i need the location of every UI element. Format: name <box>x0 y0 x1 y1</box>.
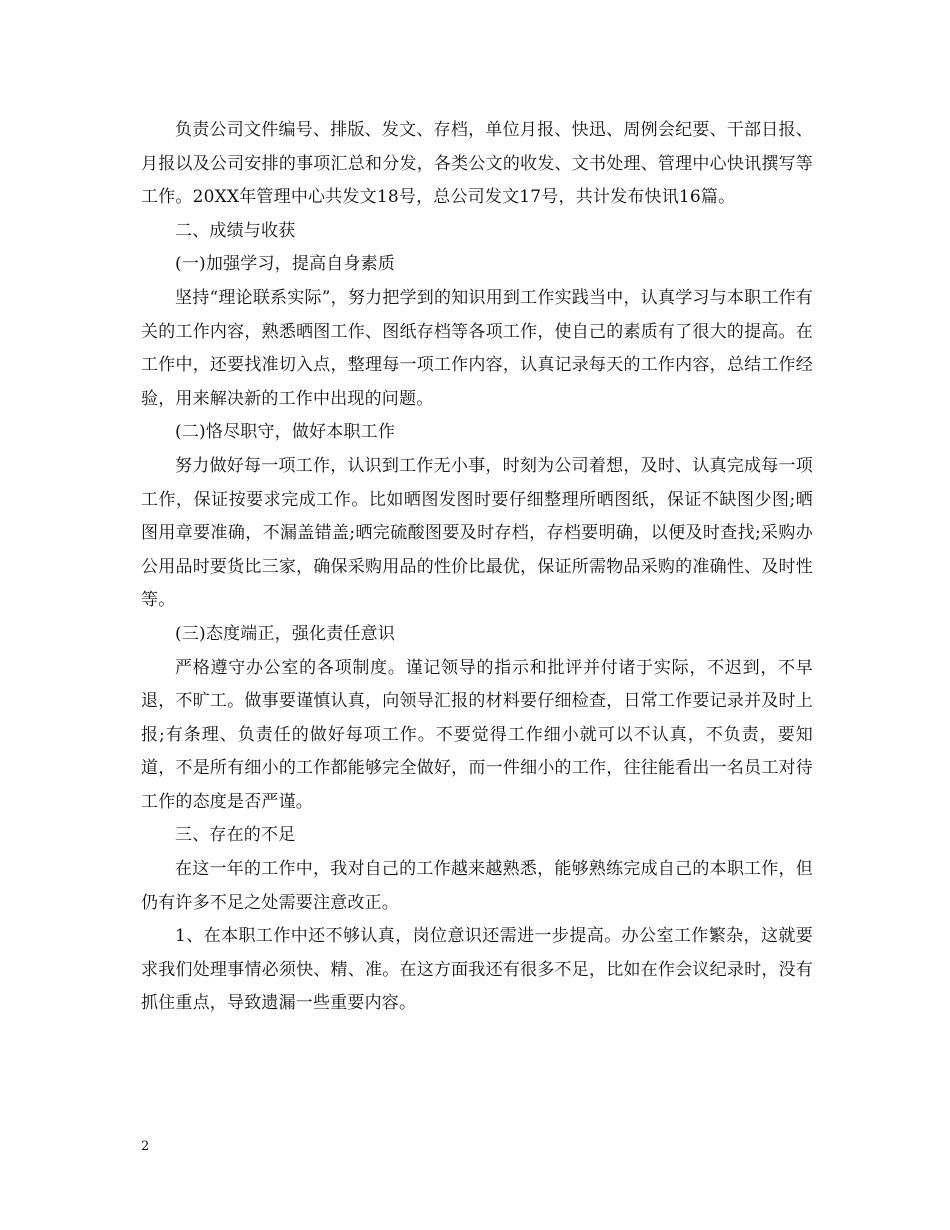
subheading-attitude: (三)态度端正，强化责任意识 <box>175 623 396 644</box>
section-heading-shortcomings: 三、存在的不足 <box>175 825 296 846</box>
subheading-study: (一)加强学习，提高自身素质 <box>175 254 396 275</box>
paragraph-duties: 负责公司文件编号、排版、发文、存档，单位月报、快迅、周例会纪要、干部日报、月报以及公司安排的事项汇总和分发，各类公文的收发、文书处理、管理中心快讯撰写等工作。20XX年管理中心共发文18号，总公司发文17号，共计发布快讯16篇。 <box>141 120 813 208</box>
section-heading-achievements: 二、成绩与收获 <box>175 220 296 241</box>
page-number: 2 <box>141 1139 150 1154</box>
paragraph-shortcomings-intro: 在这一年的工作中，我对自己的工作越来越熟悉，能够熟练完成自己的本职工作，但仍有许多不足之处需要注意改正。 <box>141 859 813 913</box>
document-body <box>141 114 813 1021</box>
paragraph-duty: 努力做好每一项工作，认识到工作无小事，时刻为公司着想，及时、认真完成每一项工作，保证按要求完成工作。比如晒图发图时要仔细整理所晒图纸，保证不缺图少图;晒图用章要准确，不漏盖错盖;晒完硫酸图要及时存档，存档要明确，以便及时查找;采购办公用品时要货比三家，确保采购用品的性价比最优，保证所需物品采购的准确性、及时性等。 <box>141 455 813 611</box>
paragraph-study: 坚持“理论联系实际”，努力把学到的知识用到工作实践当中，认真学习与本职工作有关的工作内容，熟悉晒图工作、图纸存档等各项工作，使自己的素质有了很大的提高。在工作中，还要找准切入点，整理每一项工作内容，认真记录每天的工作内容，总结工作经验，用来解决新的工作中出现的问题。 <box>141 287 813 409</box>
paragraph-attitude: 严格遵守办公室的各项制度。谨记领导的指示和批评并付诸于实际，不迟到，不早退，不旷工。做事要谨慎认真，向领导汇报的材料要仔细检查，日常工作要记录并及时上报;有条理、负责任的做好每项工作。不要觉得工作细小就可以不认真，不负责，要知道，不是所有细小的工作都能够完全做好，而一件细小的工作，往往能看出一名员工对待工作的态度是否严谨。 <box>141 657 813 812</box>
subheading-duty: (二)恪尽职守，做好本职工作 <box>175 422 396 443</box>
paragraph-shortcoming-1: 1、在本职工作中还不够认真，岗位意识还需进一步提高。办公室工作繁杂，这就要求我们处理事情必须快、精、准。在这方面我还有很多不足，比如在作会议纪录时，没有抓住重点，导致遗漏一些重要内容。 <box>141 926 813 1014</box>
